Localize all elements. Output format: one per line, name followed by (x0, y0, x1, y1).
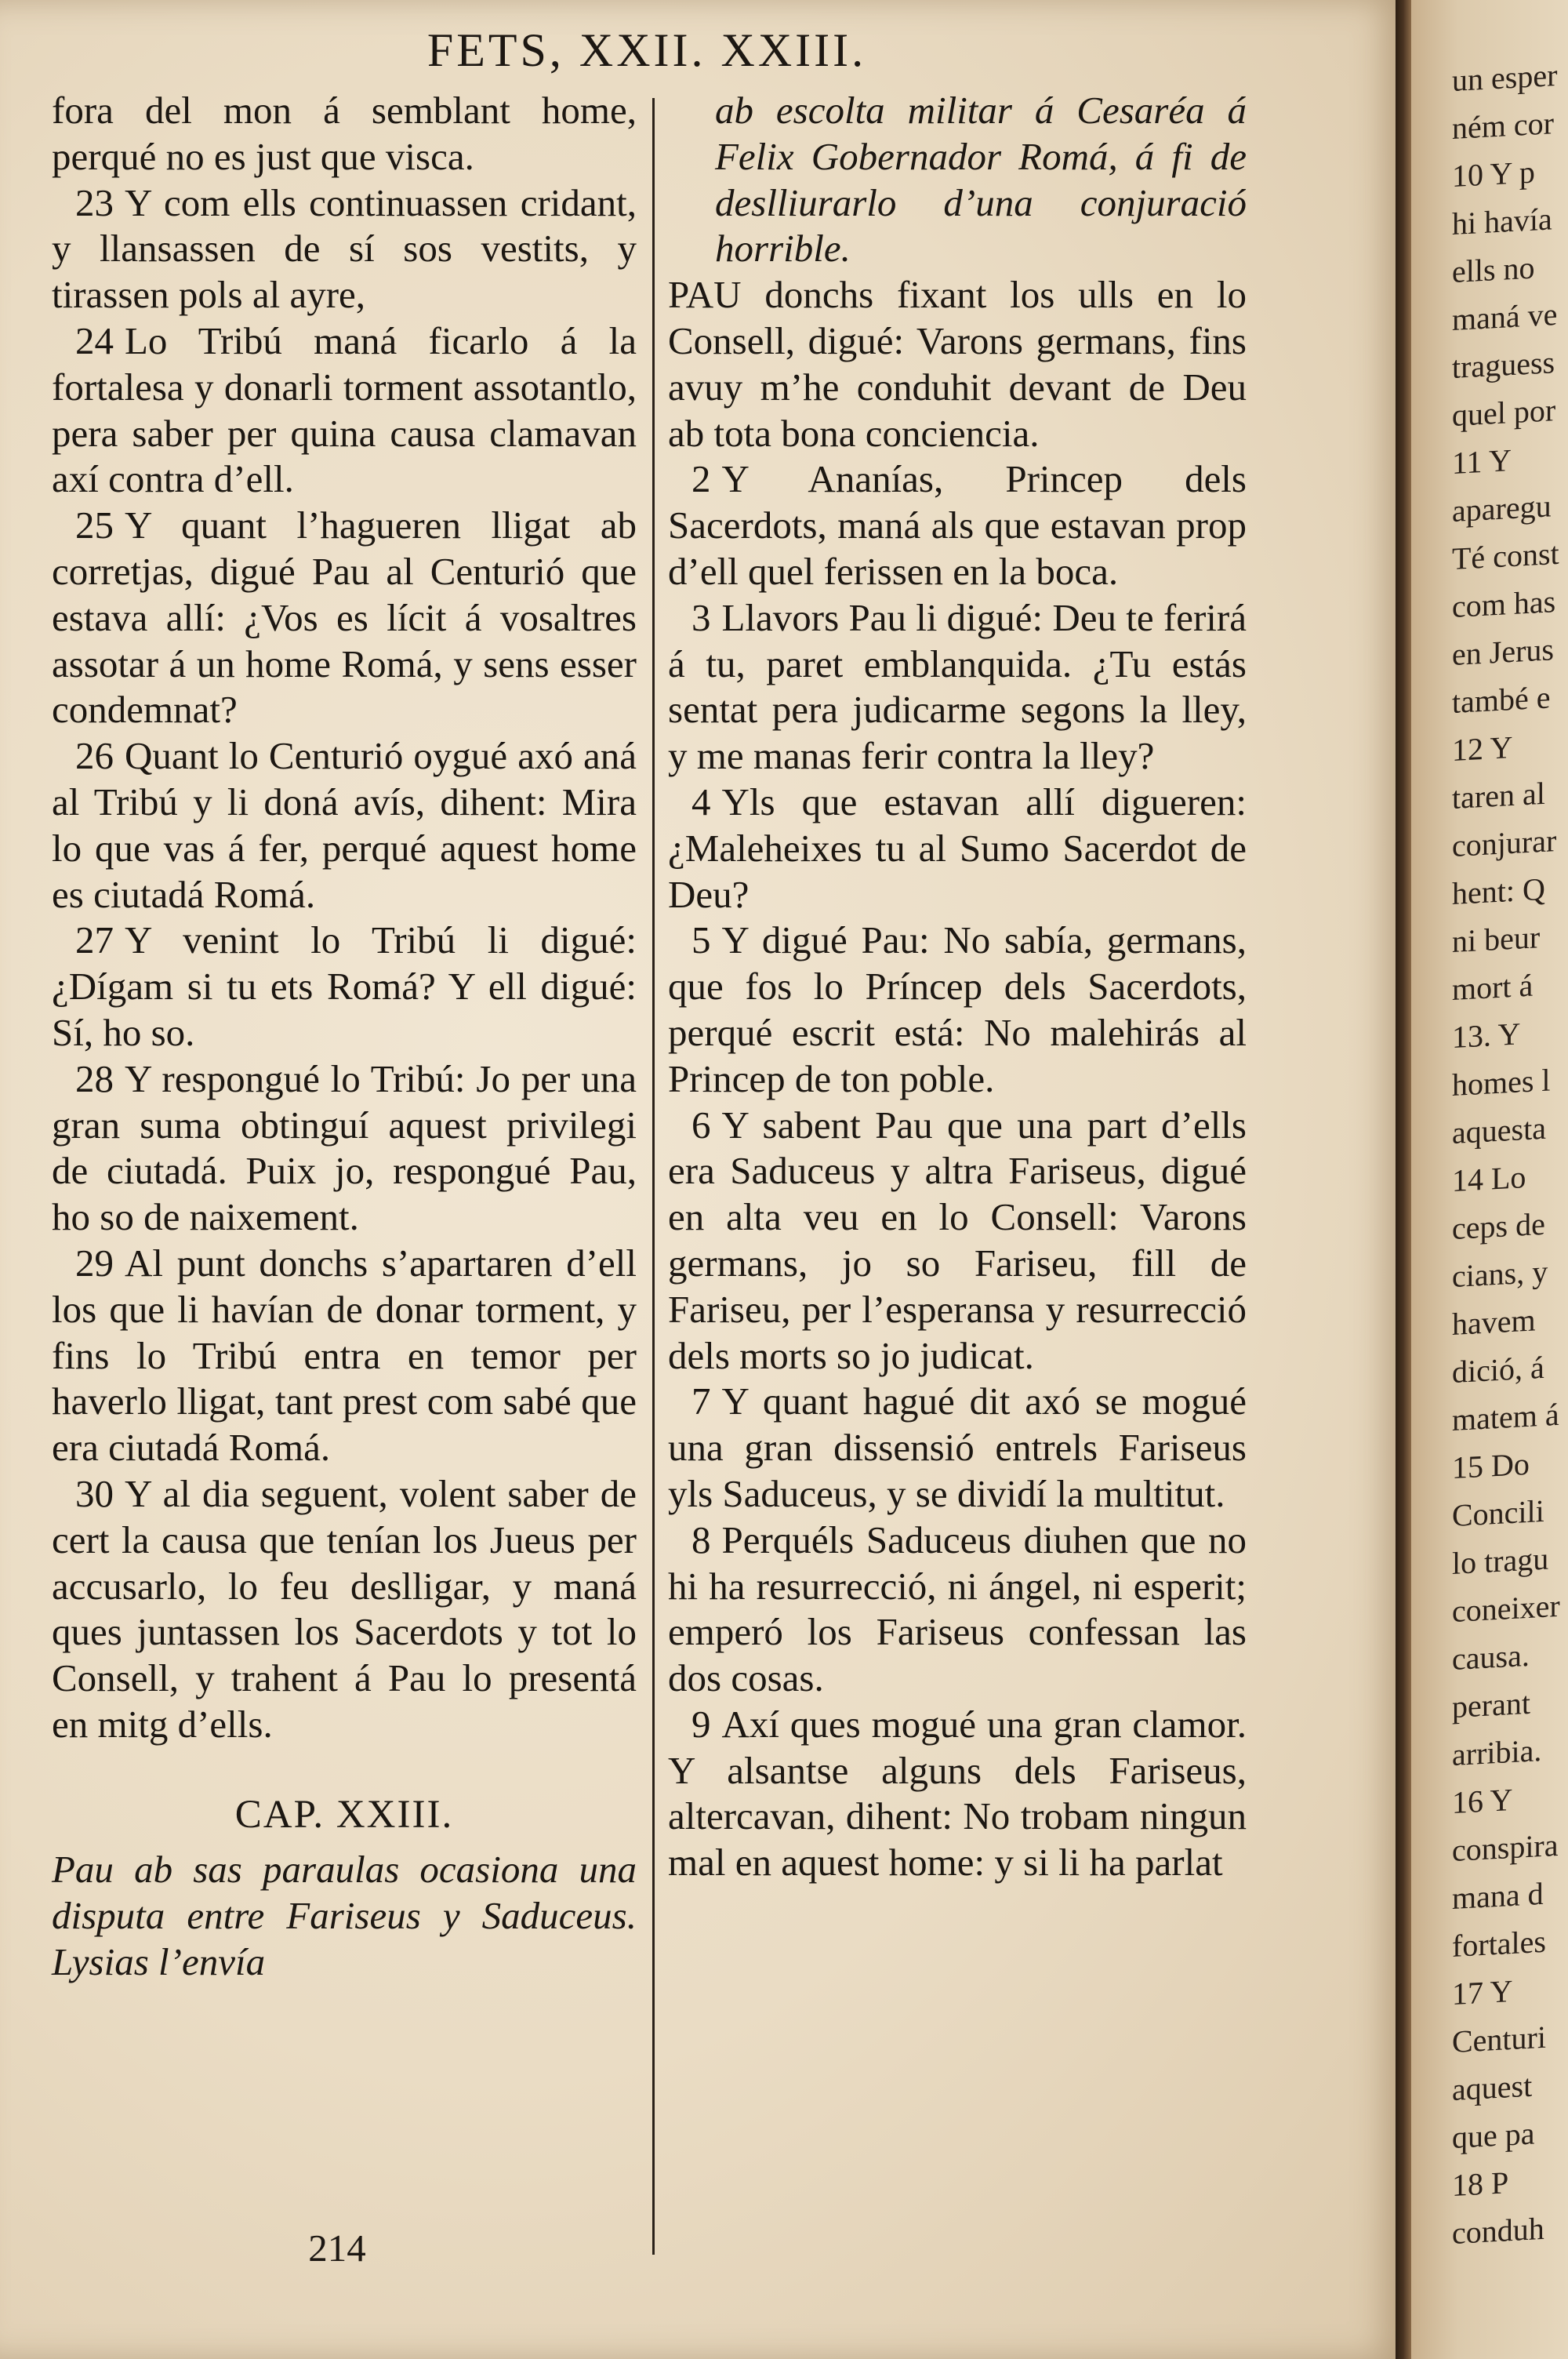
facing-page-line: taren al (1452, 775, 1545, 816)
verse (668, 1103, 1247, 1379)
running-head: FETS, XXII. XXIII. (426, 24, 867, 76)
verse-number: 6 (691, 1103, 711, 1147)
facing-page-line: Centuri (1452, 2019, 1546, 2059)
verse-number: 7 (691, 1379, 711, 1423)
facing-page-line: 16 Y (1452, 1781, 1513, 1820)
facing-page-line: dició, á (1452, 1349, 1544, 1390)
verse-number: 8 (691, 1518, 711, 1561)
verse-number: 26 (75, 734, 114, 778)
verse-text: Y digué Pau: No sabía, germans, que fos lo Príncep dels Sacerdots, perqué escrit está: No malehirás al Princep de ton poble. (668, 918, 1247, 1100)
left-column (52, 88, 637, 1986)
verse (52, 918, 637, 1056)
facing-page-line: 14 Lo (1452, 1159, 1526, 1198)
facing-page-edge (1411, 0, 1568, 2359)
facing-page-line: hent: Q (1452, 871, 1545, 911)
facing-page-line: mort á (1452, 967, 1534, 1007)
facing-page-line: també e (1452, 679, 1551, 720)
facing-page-line: en Jerus (1452, 631, 1554, 672)
verse-number: 9 (691, 1702, 711, 1746)
book-gutter (1396, 0, 1411, 2359)
facing-page-line: aquesta (1452, 1110, 1546, 1150)
facing-page-line: quel por (1452, 392, 1556, 433)
verse (668, 1379, 1247, 1517)
verse: fora del mon á semblant home, perqué no es just que visca. (52, 89, 637, 178)
facing-page-line: matem á (1452, 1396, 1559, 1438)
chapter-heading: CAP. XXIII. (234, 1792, 454, 1837)
verse (668, 272, 1247, 456)
verse (668, 918, 1247, 1102)
facing-page-line: traguess (1452, 344, 1555, 385)
verse (52, 1056, 637, 1241)
facing-page-line: 18 P (1452, 2165, 1509, 2203)
facing-page-line: conjurar (1452, 823, 1557, 863)
verse-number: 27 (75, 918, 114, 962)
verse (52, 1471, 637, 1748)
facing-page-line: hi havía (1452, 201, 1552, 242)
facing-page-line: 13. Y (1452, 1016, 1521, 1055)
verse-number: 2 (691, 457, 711, 501)
facing-page-line: 15 Do (1452, 1445, 1530, 1485)
verse-text: Lo Tribú maná ficarlo á la fortalesa y donarli torment assotantlo, pera saber per quina causa clamavan axí contra d’ell. (52, 318, 637, 501)
verse-text: Y venint lo Tribú li digué: ¿Dígam si tu ets Romá? Y ell digué: Sí, ho so. (52, 918, 637, 1054)
verse (668, 1702, 1247, 1886)
verse (668, 595, 1247, 780)
verse-text: Yls que estavan allí digueren: ¿Maleheixes tu al Sumo Sacerdot de Deu? (668, 780, 1247, 916)
verse (52, 503, 637, 733)
verse-number: 5 (691, 918, 711, 962)
facing-page-line: com has (1452, 583, 1556, 624)
verse-text: Y quant l’hagueren lligat ab corretjas, digué Pau al Centurió que estava allí: ¿Vos es lícit á vosaltres assotar á un home Romá, y sens esser condemnat? (52, 503, 637, 732)
facing-page-line: Concili (1452, 1492, 1544, 1533)
column-divider (652, 98, 655, 2255)
facing-page-line: conspira (1452, 1826, 1559, 1868)
verse (668, 1518, 1247, 1702)
facing-page-line: fortales (1452, 1923, 1546, 1964)
verse-text: Y Ananías, Princep dels Sacerdots, maná als que estavan prop d’ell quel ferissen en la boca. (668, 457, 1247, 593)
facing-page-line: ells no (1452, 249, 1535, 289)
facing-page-line: causa. (1452, 1637, 1530, 1677)
facing-page-line: ceps de (1452, 1205, 1545, 1246)
facing-page-line: 17 Y (1452, 1972, 1513, 2012)
verse (52, 180, 637, 318)
verse-text: Y al dia seguent, volent saber de cert la causa que tenían los Jueus per accusarlo, lo feu deslligar, y maná ques juntassen los Sacerdots y tot lo Consell, y trahent á Pau lo presentá en mitg d’ells. (52, 1471, 637, 1746)
facing-page-line: 10 Y p (1452, 154, 1535, 194)
verse-text: Axí ques mogué una gran clamor. Y alsantse alguns dels Fariseus, altercavan, dihent: No trobam ningun mal en aquest home: y si li ha parlat (668, 1702, 1247, 1885)
facing-page-line: Té const (1452, 535, 1559, 576)
facing-page-text (1452, 49, 1568, 2257)
verse-number: 25 (75, 503, 114, 547)
facing-page-line: aparegu (1452, 488, 1552, 529)
verse-text: Al punt donchs s’apartaren d’ell los que li havían de donar torment, y fins lo Tribú entra en temor per haverlo lligat, tant prest com sabé que era ciutadá Romá. (52, 1241, 637, 1470)
verse-number: 30 (75, 1471, 114, 1515)
verse (52, 1241, 637, 1471)
facing-page-line: 11 Y (1452, 442, 1512, 481)
facing-page-line: coneixer (1452, 1587, 1560, 1629)
verse-text: PAU donchs fixant los ulls en lo Consell, digué: Varons germans, fins avuy m’he conduhit devant de Deu ab tota bona conciencia. (668, 273, 1247, 455)
verse-text: Y quant hagué dit axó se mogué una gran dissensió entrels Fariseus yls Saduceus, y se dividí la multitut. (668, 1379, 1247, 1515)
verse-number: 3 (691, 595, 711, 639)
verse (668, 456, 1247, 594)
verse-text: Y com ells continuassen cridant, y llansassen de sí sos vestits, y tirassen pols al ayre, (52, 180, 637, 317)
facing-page-line: ném cor (1452, 105, 1554, 146)
facing-page-line: homes l (1452, 1062, 1551, 1103)
facing-page-line: conduh (1452, 2210, 1544, 2251)
verse-number: 4 (691, 780, 711, 823)
facing-page-line: 12 Y (1452, 729, 1513, 768)
facing-page-line: lo tragu (1452, 1540, 1549, 1581)
verse-number: 29 (75, 1241, 114, 1285)
facing-page-line: ni beur (1452, 919, 1541, 959)
verse-text: Y respongué lo Tribú: Jo per una gran suma obtinguí aquest privilegi de ciutadá. Puix jo, respongué Pau, ho so de naixement. (52, 1056, 637, 1239)
facing-page-line: aquest (1452, 2067, 1533, 2107)
verse-text: Perquéls Saduceus diuhen que no hi ha resurrecció, ni ángel, ni esperit; emperó los Fariseus confessan las dos cosas. (668, 1518, 1247, 1700)
verse-text: Llavors Pau li digué: Deu te ferirá á tu, paret emblanquida. ¿Tu estás sentat pera judicarme segons la lley, y me manas ferir contra la lley? (668, 595, 1247, 778)
facing-page-line: que pa (1452, 2115, 1535, 2155)
facing-page-line: cians, y (1452, 1253, 1548, 1294)
chapter-summary: Pau ab sas paraulas ocasiona una disputa entre Fariseus y Saduceus. Lysias l’envía (52, 1848, 637, 1984)
verse-text: Quant lo Centurió oygué axó aná al Tribú y li doná avís, dihent: Mira lo que vas á fer, perqué aquest home es ciutadá Romá. (52, 734, 637, 916)
right-column (668, 88, 1247, 1886)
facing-page-line: mana d (1452, 1875, 1544, 1916)
facing-page-line: arribia. (1452, 1732, 1542, 1772)
verse-number: 23 (75, 180, 114, 224)
verse-number: 24 (75, 318, 114, 362)
facing-page-line: maná ve (1452, 296, 1558, 337)
verse (668, 780, 1247, 918)
chapter-summary-continued: ab escolta militar á Cesaréa á Felix Gobernador Romá, á fi de deslliurarlo d’una conjuració horrible. (715, 89, 1247, 271)
verse-text: Y sabent Pau que una part d’ells era Saduceus y altra Fariseus, digué en alta veu en lo Consell: Varons germans, jo so Fariseu, fill de Fariseu, per l’esperansa y resurrecció dels morts so jo judicat. (668, 1103, 1247, 1377)
verse (52, 733, 637, 918)
verse (52, 318, 637, 503)
page-number: 214 (308, 2226, 366, 2270)
facing-page-line: havem (1452, 1302, 1536, 1342)
facing-page-line: perant (1452, 1685, 1530, 1725)
verse-number: 28 (75, 1056, 114, 1100)
facing-page-line: un esper (1452, 56, 1558, 98)
